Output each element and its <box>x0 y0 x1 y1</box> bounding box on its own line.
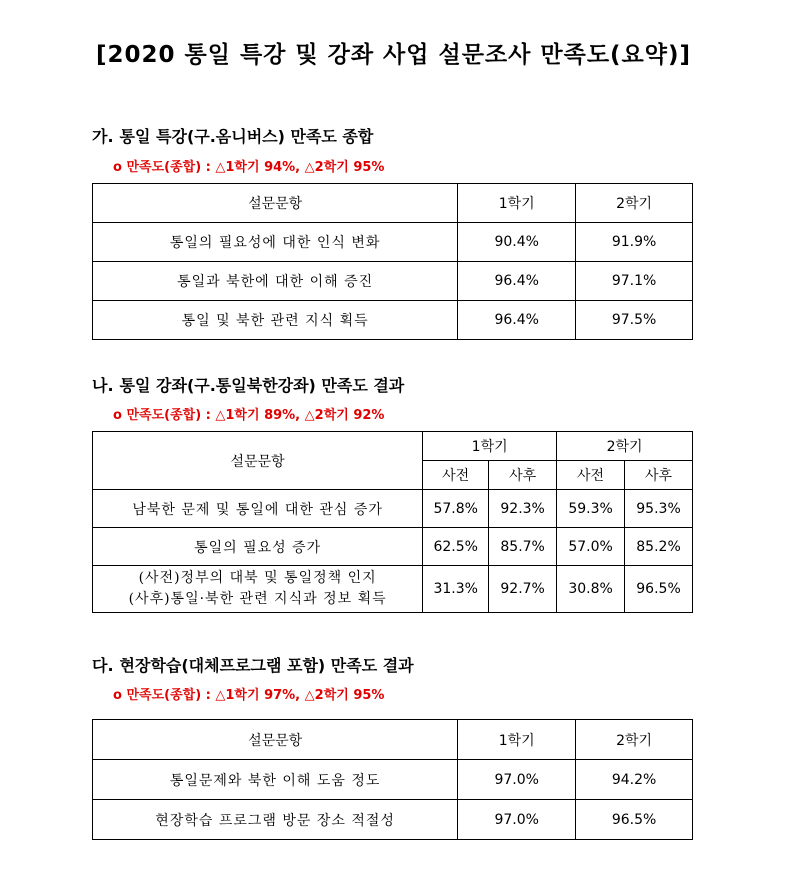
row-value: 57.8% <box>423 490 489 528</box>
row-value: 85.7% <box>489 528 557 566</box>
row-value: 97.0% <box>458 760 576 800</box>
section-c-table <box>92 719 693 840</box>
row-item: 통일과 북한에 대한 이해 증진 <box>93 262 458 301</box>
subheader-post: 사후 <box>489 461 557 490</box>
row-value: 30.8% <box>557 566 625 613</box>
table-row <box>93 800 693 840</box>
subheader-post: 사후 <box>625 461 693 490</box>
row-value: 59.3% <box>557 490 625 528</box>
table-header-row <box>93 720 693 760</box>
header-item: 설문문항 <box>93 432 423 490</box>
row-value: 92.3% <box>489 490 557 528</box>
row-value: 57.0% <box>557 528 625 566</box>
header-item: 설문문항 <box>93 720 458 760</box>
section-b-title: 통일 강좌(구.통일북한강좌) 만족도 결과 <box>119 376 405 395</box>
header-item: 설문문항 <box>93 184 458 223</box>
table-header-row <box>93 184 693 223</box>
header-sem1: 1학기 <box>458 184 576 223</box>
subheader-pre: 사전 <box>557 461 625 490</box>
header-sem1: 1학기 <box>458 720 576 760</box>
row-item: 통일의 필요성에 대한 인식 변화 <box>93 223 458 262</box>
section-b-satisfaction: o 만족도(종합) : △1학기 89%, △2학기 92% <box>113 408 385 423</box>
page-title: [2020 통일 특강 및 강좌 사업 설문조사 만족도(요약)] <box>95 42 692 68</box>
section-a-heading <box>92 124 379 147</box>
section-a-satisfaction: o 만족도(종합) : △1학기 94%, △2학기 95% <box>113 160 385 175</box>
row-value: 90.4% <box>458 223 576 262</box>
section-b-table <box>92 431 693 613</box>
row-value: 85.2% <box>625 528 693 566</box>
row-value: 94.2% <box>576 760 693 800</box>
row-value: 97.5% <box>576 301 693 340</box>
table-row <box>93 760 693 800</box>
row-value: 97.0% <box>458 800 576 840</box>
row-item: 현장학습 프로그램 방문 장소 적절성 <box>93 800 458 840</box>
table-row <box>93 223 693 262</box>
section-a-title: 통일 특강(구.옴니버스) 만족도 종합 <box>119 127 374 146</box>
section-b-prefix: 나. <box>92 376 114 395</box>
header-sem1: 1학기 <box>423 432 557 461</box>
row-value: 95.3% <box>625 490 693 528</box>
row-value: 91.9% <box>576 223 693 262</box>
row-value: 92.7% <box>489 566 557 613</box>
row-value: 97.1% <box>576 262 693 301</box>
header-sem2: 2학기 <box>576 720 693 760</box>
table-row <box>93 262 693 301</box>
section-c-heading <box>92 653 420 676</box>
row-item: 통일의 필요성 증가 <box>93 528 423 566</box>
row-item: 통일 및 북한 관련 지식 획득 <box>93 301 458 340</box>
section-b-heading <box>92 373 410 396</box>
section-a-table <box>92 183 693 340</box>
section-c-satisfaction: o 만족도(종합) : △1학기 97%, △2학기 95% <box>113 688 385 703</box>
row-item: 남북한 문제 및 통일에 대한 관심 증가 <box>93 490 423 528</box>
table-row <box>93 490 693 528</box>
row-value: 96.4% <box>458 301 576 340</box>
section-a-prefix: 가. <box>92 127 114 146</box>
row-value: 31.3% <box>423 566 489 613</box>
row-item-line: (사전)정부의 대북 및 통일정책 인지 <box>138 570 377 586</box>
table-header-row <box>93 432 693 461</box>
section-c-title: 현장학습(대체프로그램 포함) 만족도 결과 <box>119 656 414 675</box>
table-row <box>93 566 693 613</box>
section-c-prefix: 다. <box>92 656 114 675</box>
header-sem2: 2학기 <box>557 432 693 461</box>
row-item-line: (사후)통일·북한 관련 지식과 정보 획득 <box>128 591 387 607</box>
table-row <box>93 301 693 340</box>
header-sem2: 2학기 <box>576 184 693 223</box>
row-value: 62.5% <box>423 528 489 566</box>
row-value: 96.5% <box>576 800 693 840</box>
row-item: 통일문제와 북한 이해 도움 정도 <box>93 760 458 800</box>
subheader-pre: 사전 <box>423 461 489 490</box>
row-value: 96.5% <box>625 566 693 613</box>
table-row <box>93 528 693 566</box>
row-value: 96.4% <box>458 262 576 301</box>
row-item <box>93 566 423 613</box>
